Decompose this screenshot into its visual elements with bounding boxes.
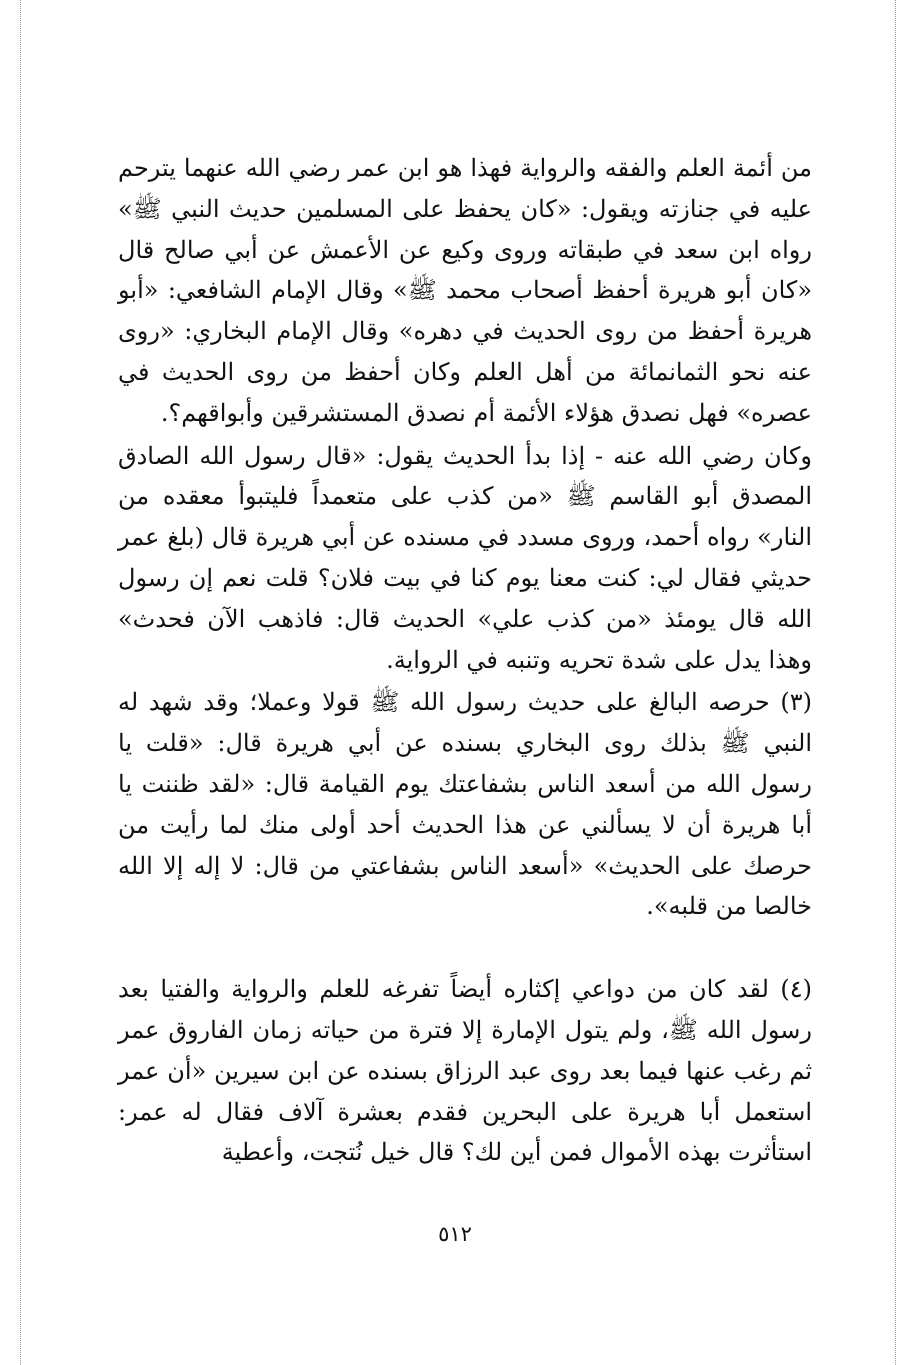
scan-edge-right	[895, 0, 896, 1365]
page-number: ٥١٢	[438, 1222, 472, 1246]
scan-edge-left	[20, 0, 21, 1365]
paragraph-3: (٣) حرصه البالغ على حديث رسول الله ﷺ قولا وعملا؛ وقد شهد له النبي ﷺ بذلك روى البخاري بسنده عن أبي هريرة قال: «قلت يا رسول الله من أسعد الناس بشفاعتك يوم القيامة قال: «لقد ظننت يا أبا هريرة أن لا يسألني عن هذا الحديث أحد أولى منك لما رأيت من حرصك على الحديث» «أسعد الناس بشفاعتي من قال: لا إله إلا الله خالصا من قلبه».	[118, 688, 812, 921]
section-spacer	[118, 927, 812, 969]
paragraph-1: من أئمة العلم والفقه والرواية فهذا هو ابن عمر رضي الله عنهما يترحم عليه في جنازته ويقول: «كان يحفظ على المسلمين حديث النبي ﷺ» رواه ابن سعد في طبقاته وروى وكيع عن الأعمش عن أبي صالح قال «كان أبو هريرة أحفظ أصحاب محمد ﷺ» وقال الإمام الشافعي: «أبو هريرة أحفظ من روى الحديث في دهره» وقال الإمام البخاري: «روى عنه نحو الثمانمائة من أهل العلم وكان أحفظ من روى الحديث في عصره» فهل نصدق هؤلاء الأئمة أم نصدق المستشرقين وأبواقهم؟.	[118, 154, 812, 427]
paragraph-2: وكان رضي الله عنه - إذا بدأ الحديث يقول: «قال رسول الله الصادق المصدق أبو القاسم ﷺ «من كذب على متعمداً فليتبوأ معقده من النار» رواه أحمد، وروى مسدد في مسنده عن أبي هريرة قال (بلغ عمر حديثي فقال لي: كنت معنا يوم كنا في بيت فلان؟ قلت نعم إن رسول الله قال يومئذ «من كذب علي» الحديث قال: فاذهب الآن فحدث» وهذا يدل على شدة تحريه وتنبه في الرواية.	[118, 441, 812, 674]
paragraph-4: (٤) لقد كان من دواعي إكثاره أيضاً تفرغه للعلم والرواية والفتيا بعد رسول الله ﷺ، ولم يتول الإمارة إلا فترة من حياته زمان الفاروق عمر ثم رغب عنها فيما بعد روى عبد الرزاق بسنده عن ابن سيرين «أن عمر استعمل أبا هريرة على البحرين فقدم بعشرة آلاف فقال له عمر: استأثرت بهذه الأموال فمن أين لك؟ قال خيل نُتجت، وأعطية	[118, 975, 812, 1167]
book-page-body	[118, 148, 812, 1173]
